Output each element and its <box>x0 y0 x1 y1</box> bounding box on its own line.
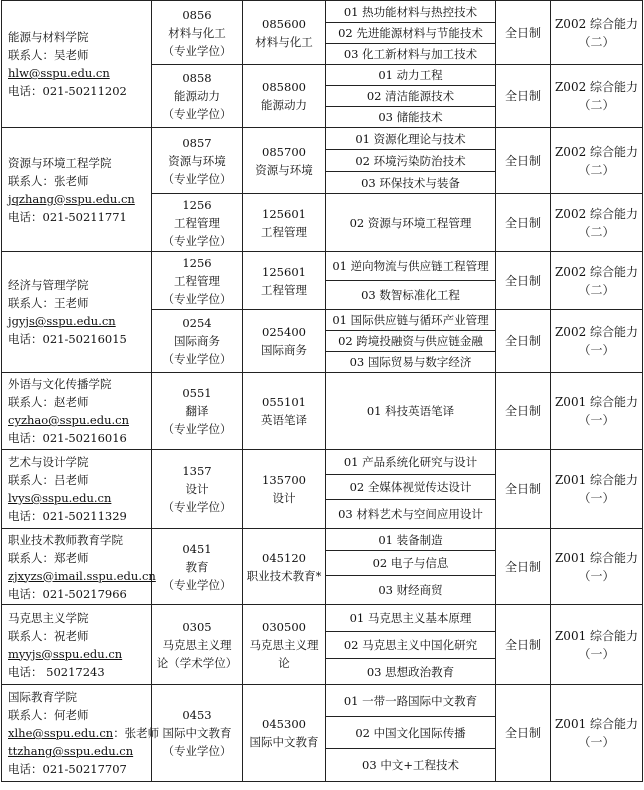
field-code: 135700 <box>262 473 306 487</box>
major-code: 0305 <box>182 619 212 634</box>
exam-cell <box>551 685 643 782</box>
college-phone: 电话：021-50211771 <box>8 209 127 224</box>
field-cell <box>243 194 326 252</box>
admissions-table <box>1 0 643 782</box>
college-email[interactable]: lvys@sspu.edu.cn <box>8 491 112 505</box>
major-name: 国际商务 <box>174 334 220 348</box>
field-cell <box>243 605 326 685</box>
field-name-cont: 论 <box>278 655 290 670</box>
study-mode: 全日制 <box>496 685 551 782</box>
major-cell <box>152 1 243 65</box>
major-code: 0254 <box>182 316 212 330</box>
major-cell <box>152 194 243 252</box>
college-email[interactable]: cyzhao@sspu.edu.cn <box>8 413 129 427</box>
major-name: 工程管理 <box>174 273 220 288</box>
major-type: （专业学位） <box>162 171 232 186</box>
field-name: 国际中文教育 <box>249 735 319 749</box>
major-code: 0451 <box>182 541 212 556</box>
exam-cell <box>551 450 643 529</box>
college-contact: 联系人：吴老师 <box>8 48 89 62</box>
exam-level: （二） <box>578 98 615 112</box>
field-name: 资源与环境 <box>255 162 313 177</box>
exam-level: （二） <box>578 282 615 297</box>
major-code: 0857 <box>182 135 212 150</box>
field-code: 055101 <box>262 395 306 409</box>
field-name: 材料与化工 <box>255 34 313 49</box>
study-mode: 全日制 <box>496 252 551 310</box>
college-contact: 联系人：吕老师 <box>8 473 89 487</box>
college-cell <box>2 128 152 252</box>
major-name: 翻译 <box>185 404 209 418</box>
college-email[interactable]: zjxyzs@imail.sspu.edu.cn <box>8 568 156 583</box>
college-phone: 电话：021-50216015 <box>8 332 127 346</box>
major-type: 论（学术学位） <box>156 655 238 670</box>
field-code: 085600 <box>262 16 306 31</box>
direction-cell: 01 动力工程 <box>326 65 496 86</box>
field-code: 045300 <box>262 717 306 731</box>
exam-level: （二） <box>578 34 615 49</box>
exam-level: （一） <box>578 646 615 661</box>
direction-cell: 02 中国文化国际传播 <box>326 717 496 749</box>
exam-level: （一） <box>578 343 615 357</box>
college-cell <box>2 685 160 782</box>
major-type: （专业学位） <box>162 422 232 436</box>
field-cell <box>243 252 326 310</box>
college-phone: 电话：021-50211329 <box>8 509 127 523</box>
direction-cell: 02 全媒体视觉传达设计 <box>326 475 496 500</box>
study-mode: 全日制 <box>496 310 551 373</box>
direction-cell: 03 储能技术 <box>326 107 496 128</box>
field-code: 045120 <box>262 550 306 565</box>
direction-cell: 01 一带一路国际中文教育 <box>326 685 496 717</box>
college-phone: 电话： 50217243 <box>8 664 105 679</box>
exam-level: （一） <box>578 413 615 427</box>
exam-subject: Z001 综合能力 <box>554 473 639 487</box>
college-cell <box>2 450 152 529</box>
direction-cell: 02 资源与环境工程管理 <box>326 194 496 252</box>
direction-cell: 01 资源化理论与技术 <box>326 128 496 150</box>
college-contact: 联系人：张老师 <box>8 173 89 188</box>
exam-subject: Z002 综合能力 <box>554 80 639 94</box>
exam-subject: Z001 综合能力 <box>554 628 639 643</box>
major-cell <box>152 65 243 128</box>
major-type: （专业学位） <box>162 107 232 121</box>
major-cell <box>152 373 243 450</box>
college-email-suffix: ：张老师 <box>113 726 160 740</box>
college-phone: 电话：021-50216016 <box>8 431 127 445</box>
major-type: （专业学位） <box>162 500 232 514</box>
major-type: （专业学位） <box>162 43 232 58</box>
major-type: （专业学位） <box>162 233 232 248</box>
direction-cell: 02 电子与信息 <box>326 551 496 576</box>
exam-level: （一） <box>578 491 615 505</box>
major-code: 1256 <box>182 197 212 212</box>
exam-subject: Z002 综合能力 <box>554 264 639 279</box>
exam-cell <box>551 252 643 310</box>
field-code: 085800 <box>262 80 306 94</box>
exam-level: （二） <box>578 162 615 177</box>
exam-cell <box>551 194 643 252</box>
exam-level: （二） <box>578 224 615 239</box>
field-cell <box>243 128 326 194</box>
major-code: 0856 <box>182 7 212 22</box>
direction-cell: 02 环境污染防治技术 <box>326 150 496 172</box>
field-cell <box>243 310 326 373</box>
exam-subject: Z002 综合能力 <box>554 325 639 339</box>
major-type: （专业学位） <box>162 577 232 592</box>
direction-cell: 01 逆向物流与供应链工程管理 <box>326 252 496 281</box>
field-code: 125601 <box>262 206 306 221</box>
college-cell <box>2 373 152 450</box>
study-mode: 全日制 <box>496 194 551 252</box>
major-cell <box>152 128 243 194</box>
major-code: 1357 <box>182 464 212 478</box>
field-cell <box>243 373 326 450</box>
college-phone: 电话：021-50217707 <box>8 762 127 776</box>
major-cell <box>152 685 243 782</box>
study-mode: 全日制 <box>496 373 551 450</box>
field-cell <box>243 450 326 529</box>
major-type: （专业学位） <box>162 744 232 758</box>
direction-cell: 01 国际供应链与循环产业管理 <box>326 310 496 331</box>
direction-cell: 03 材料艺术与空间应用设计 <box>326 500 496 529</box>
study-mode: 全日制 <box>496 529 551 605</box>
college-phone: 电话：021-50217966 <box>8 586 127 601</box>
exam-subject: Z001 综合能力 <box>554 395 639 409</box>
direction-cell: 02 清洁能源技术 <box>326 86 496 107</box>
direction-cell: 01 马克思主义基本原理 <box>326 605 496 632</box>
exam-subject: Z001 综合能力 <box>554 717 639 731</box>
major-name: 教育 <box>185 559 209 574</box>
college-name: 艺术与设计学院 <box>8 455 89 469</box>
field-name: 工程管理 <box>261 224 307 239</box>
field-code: 085700 <box>262 144 306 159</box>
study-mode: 全日制 <box>496 1 551 65</box>
college-email[interactable]: jqzhang@sspu.edu.cn <box>8 191 135 206</box>
major-cell <box>152 605 243 685</box>
direction-cell: 03 思想政治教育 <box>326 659 496 685</box>
major-name: 国际中文教育 <box>162 726 232 740</box>
college-contact: 联系人：何老师 <box>8 708 89 722</box>
direction-cell: 02 先进能源材料与节能技术 <box>326 23 496 44</box>
college-contact: 联系人：赵老师 <box>8 395 89 409</box>
college-cell <box>2 529 156 605</box>
major-name: 材料与化工 <box>168 25 226 40</box>
major-cell <box>152 310 243 373</box>
major-name: 工程管理 <box>174 215 220 230</box>
college-name: 国际教育学院 <box>8 690 77 704</box>
direction-cell: 03 数智标准化工程 <box>326 281 496 310</box>
exam-cell <box>551 1 643 65</box>
exam-level: （一） <box>578 735 615 749</box>
field-name: 马克思主义理 <box>249 637 319 652</box>
exam-cell <box>551 128 643 194</box>
field-name: 工程管理 <box>261 282 307 297</box>
direction-cell: 01 装备制造 <box>326 529 496 551</box>
exam-cell <box>551 605 643 685</box>
major-cell <box>152 450 243 529</box>
college-phone: 电话：021-50211202 <box>8 84 127 98</box>
college-contact: 联系人：郑老师 <box>8 550 89 565</box>
major-cell <box>152 529 243 605</box>
direction-cell: 02 马克思主义中国化研究 <box>326 632 496 659</box>
major-type: （专业学位） <box>162 291 232 306</box>
exam-cell <box>551 529 643 605</box>
field-cell <box>243 685 326 782</box>
direction-cell: 03 财经商贸 <box>326 576 496 605</box>
college-email[interactable]: xlhe@sspu.edu.cn <box>8 726 114 740</box>
college-contact: 联系人：王老师 <box>8 296 89 310</box>
major-name: 资源与环境 <box>168 153 226 168</box>
study-mode: 全日制 <box>496 450 551 529</box>
field-code: 025400 <box>262 325 306 339</box>
college-email[interactable]: jgyjs@sspu.edu.cn <box>8 314 116 328</box>
study-mode: 全日制 <box>496 128 551 194</box>
direction-cell: 01 产品系统化研究与设计 <box>326 450 496 475</box>
field-name: 职业技术教育* <box>246 568 322 583</box>
field-name: 英语笔译 <box>261 413 307 427</box>
college-name: 外语与文化传播学院 <box>8 377 112 391</box>
college-email[interactable]: myyjs@sspu.edu.cn <box>8 646 123 661</box>
college-name: 能源与材料学院 <box>8 30 89 44</box>
major-code: 0551 <box>182 386 212 400</box>
exam-subject: Z002 综合能力 <box>554 206 639 221</box>
exam-subject: Z002 综合能力 <box>554 144 639 159</box>
exam-cell <box>551 373 643 450</box>
college-email-line <box>8 724 160 742</box>
major-name: 能源动力 <box>174 89 220 103</box>
college-name: 职业技术教师教育学院 <box>8 532 123 547</box>
study-mode: 全日制 <box>496 65 551 128</box>
exam-subject: Z001 综合能力 <box>554 550 639 565</box>
field-code: 030500 <box>262 619 306 634</box>
college-cell <box>2 252 152 373</box>
direction-cell: 02 跨境投融资与供应链金融 <box>326 331 496 352</box>
college-contact: 联系人：祝老师 <box>8 628 89 643</box>
exam-subject: Z002 综合能力 <box>554 16 639 31</box>
major-cell <box>152 252 243 310</box>
major-type: （专业学位） <box>162 352 232 366</box>
major-code: 0858 <box>182 71 212 85</box>
college-name: 资源与环境工程学院 <box>8 155 112 170</box>
major-code: 0453 <box>182 708 212 722</box>
direction-cell: 03 国际贸易与数字经济 <box>326 352 496 373</box>
direction-cell: 01 科技英语笔译 <box>326 373 496 450</box>
field-name: 能源动力 <box>261 98 307 112</box>
field-name: 设计 <box>272 491 296 505</box>
college-name: 经济与管理学院 <box>8 278 89 292</box>
field-code: 125601 <box>262 264 306 279</box>
exam-level: （一） <box>578 568 615 583</box>
exam-cell <box>551 65 643 128</box>
field-cell <box>243 529 326 605</box>
college-email[interactable]: hlw@sspu.edu.cn <box>8 66 110 80</box>
college-cell <box>2 1 152 128</box>
college-cell <box>2 605 152 685</box>
major-name: 设计 <box>185 482 209 496</box>
major-code: 1256 <box>182 255 212 270</box>
study-mode: 全日制 <box>496 605 551 685</box>
direction-cell: 03 化工新材料与加工技术 <box>326 44 496 65</box>
exam-cell <box>551 310 643 373</box>
direction-cell: 03 中文+工程技术 <box>326 749 496 782</box>
field-cell <box>243 1 326 65</box>
field-name: 国际商务 <box>261 343 307 357</box>
college-name: 马克思主义学院 <box>8 610 89 625</box>
major-name: 马克思主义理 <box>162 637 232 652</box>
direction-cell: 03 环保技术与装备 <box>326 172 496 194</box>
college-email-2[interactable]: ttzhang@sspu.edu.cn <box>8 744 134 758</box>
direction-cell: 01 热功能材料与热控技术 <box>326 1 496 23</box>
field-cell <box>243 65 326 128</box>
